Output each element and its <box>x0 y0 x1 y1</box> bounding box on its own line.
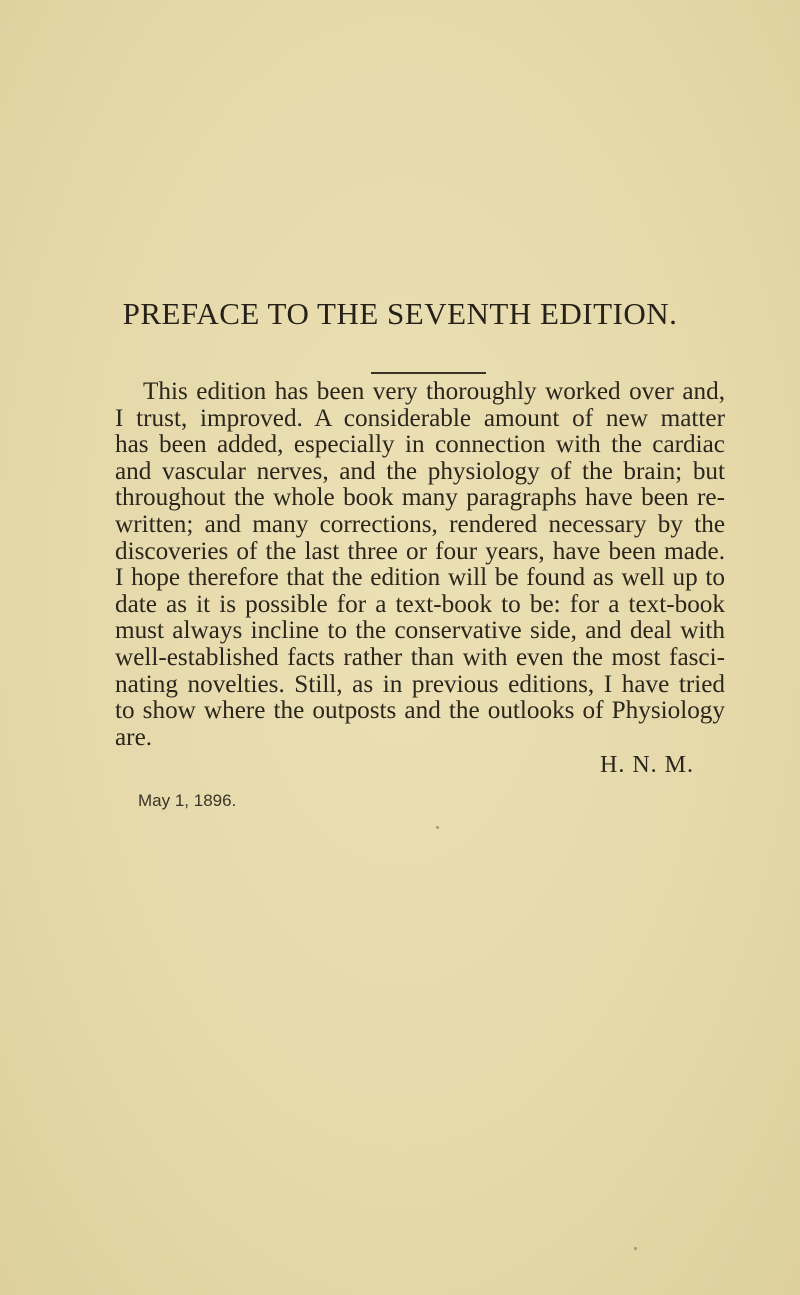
paper-speck <box>634 1247 637 1250</box>
paragraph-line: nating novelties. Still, as in previous editions, I have tried <box>115 670 725 698</box>
paragraph-line: I trust, improved. A considerable amount of new matter <box>115 404 725 432</box>
paragraph-line: well-established facts rather than with even the most fasci- <box>115 643 725 671</box>
paragraph-line: must always incline to the conservative side, and deal with <box>115 617 725 645</box>
paragraph-line: discoveries of the last three or four years, have been made. <box>115 537 725 565</box>
title-rule <box>371 372 486 374</box>
paragraph-line: and vascular nerves, and the physiology of the brain; but <box>115 457 725 485</box>
paragraph-line: are. <box>115 723 153 751</box>
paragraph-line: This edition has been very thoroughly worked over and, <box>143 378 725 405</box>
paragraph-line: has been added, especially in connection with the cardiac <box>115 431 725 459</box>
page-title: PREFACE TO THE SEVENTH EDITION. <box>122 296 678 331</box>
paragraph-line: written; and many corrections, rendered necessary by the <box>115 510 725 538</box>
author-initials: H. N. M. <box>600 752 695 778</box>
preface-date: May 1, 1896. <box>138 791 237 810</box>
paragraph-line: throughout the whole book many paragraphs have been re- <box>115 484 725 512</box>
preface-paragraph <box>115 379 725 751</box>
paragraph-line: date as it is possible for a text-book to be: for a text-book <box>115 590 725 618</box>
paragraph-line: to show where the outposts and the outlooks of Physiology <box>115 697 725 725</box>
paper-speck <box>436 826 439 829</box>
paragraph-line: I hope therefore that the edition will be found as well up to <box>115 564 725 592</box>
